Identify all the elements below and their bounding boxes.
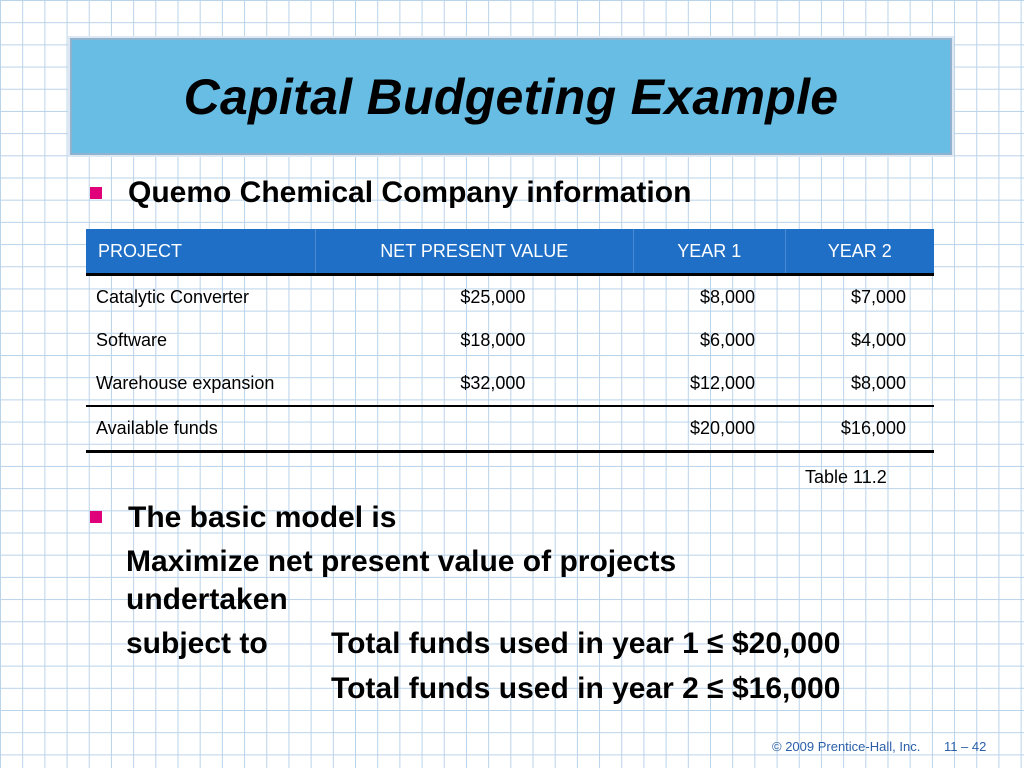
project-npv: $32,000 <box>460 373 526 393</box>
table-row <box>86 362 934 406</box>
project-year2: $8,000 <box>850 373 906 393</box>
project-year2: $4,000 <box>850 330 906 350</box>
table-total-row <box>86 406 934 452</box>
constraint-year2: Total funds used in year 2 ≤ $16,000 <box>331 672 841 705</box>
project-year2: $7,000 <box>850 287 906 307</box>
header-project: PROJECT <box>86 229 315 275</box>
project-npv: $25,000 <box>460 287 526 307</box>
title-box <box>70 38 952 155</box>
header-year1: YEAR 1 <box>633 229 785 275</box>
bullet-icon <box>90 187 102 199</box>
project-year1: $12,000 <box>689 373 756 393</box>
slide-title: Capital Budgeting Example <box>183 68 839 125</box>
header-npv: NET PRESENT VALUE <box>315 229 633 275</box>
page-number: 11 – 42 <box>943 739 987 754</box>
bullet-icon <box>90 511 102 523</box>
project-name: Warehouse expansion <box>96 373 275 393</box>
header-year2: YEAR 2 <box>785 229 934 275</box>
project-name: Catalytic Converter <box>96 287 250 307</box>
total-label: Available funds <box>86 406 315 452</box>
project-table <box>86 229 934 453</box>
copyright-text: © 2009 Prentice-Hall, Inc. <box>772 739 921 754</box>
table-row <box>86 319 934 362</box>
project-year1: $6,000 <box>699 330 756 350</box>
table-caption: Table 11.2 <box>805 467 887 487</box>
model-objective-line2: undertaken <box>126 583 288 616</box>
project-npv: $18,000 <box>460 330 526 350</box>
project-year1: $8,000 <box>699 287 756 307</box>
total-npv <box>315 406 633 452</box>
project-name: Software <box>96 330 168 350</box>
bullet-basic-model: The basic model is <box>128 501 397 534</box>
subject-to-label: subject to <box>126 627 268 660</box>
model-objective-line1: Maximize net present value of projects <box>126 545 677 578</box>
total-year2: $16,000 <box>785 406 934 452</box>
table-header-row <box>86 229 934 275</box>
total-year1: $20,000 <box>633 406 785 452</box>
constraint-year1: Total funds used in year 1 ≤ $20,000 <box>331 627 841 660</box>
footer <box>772 739 986 754</box>
bullet-company-info: Quemo Chemical Company information <box>128 176 692 209</box>
table-row <box>86 275 934 320</box>
